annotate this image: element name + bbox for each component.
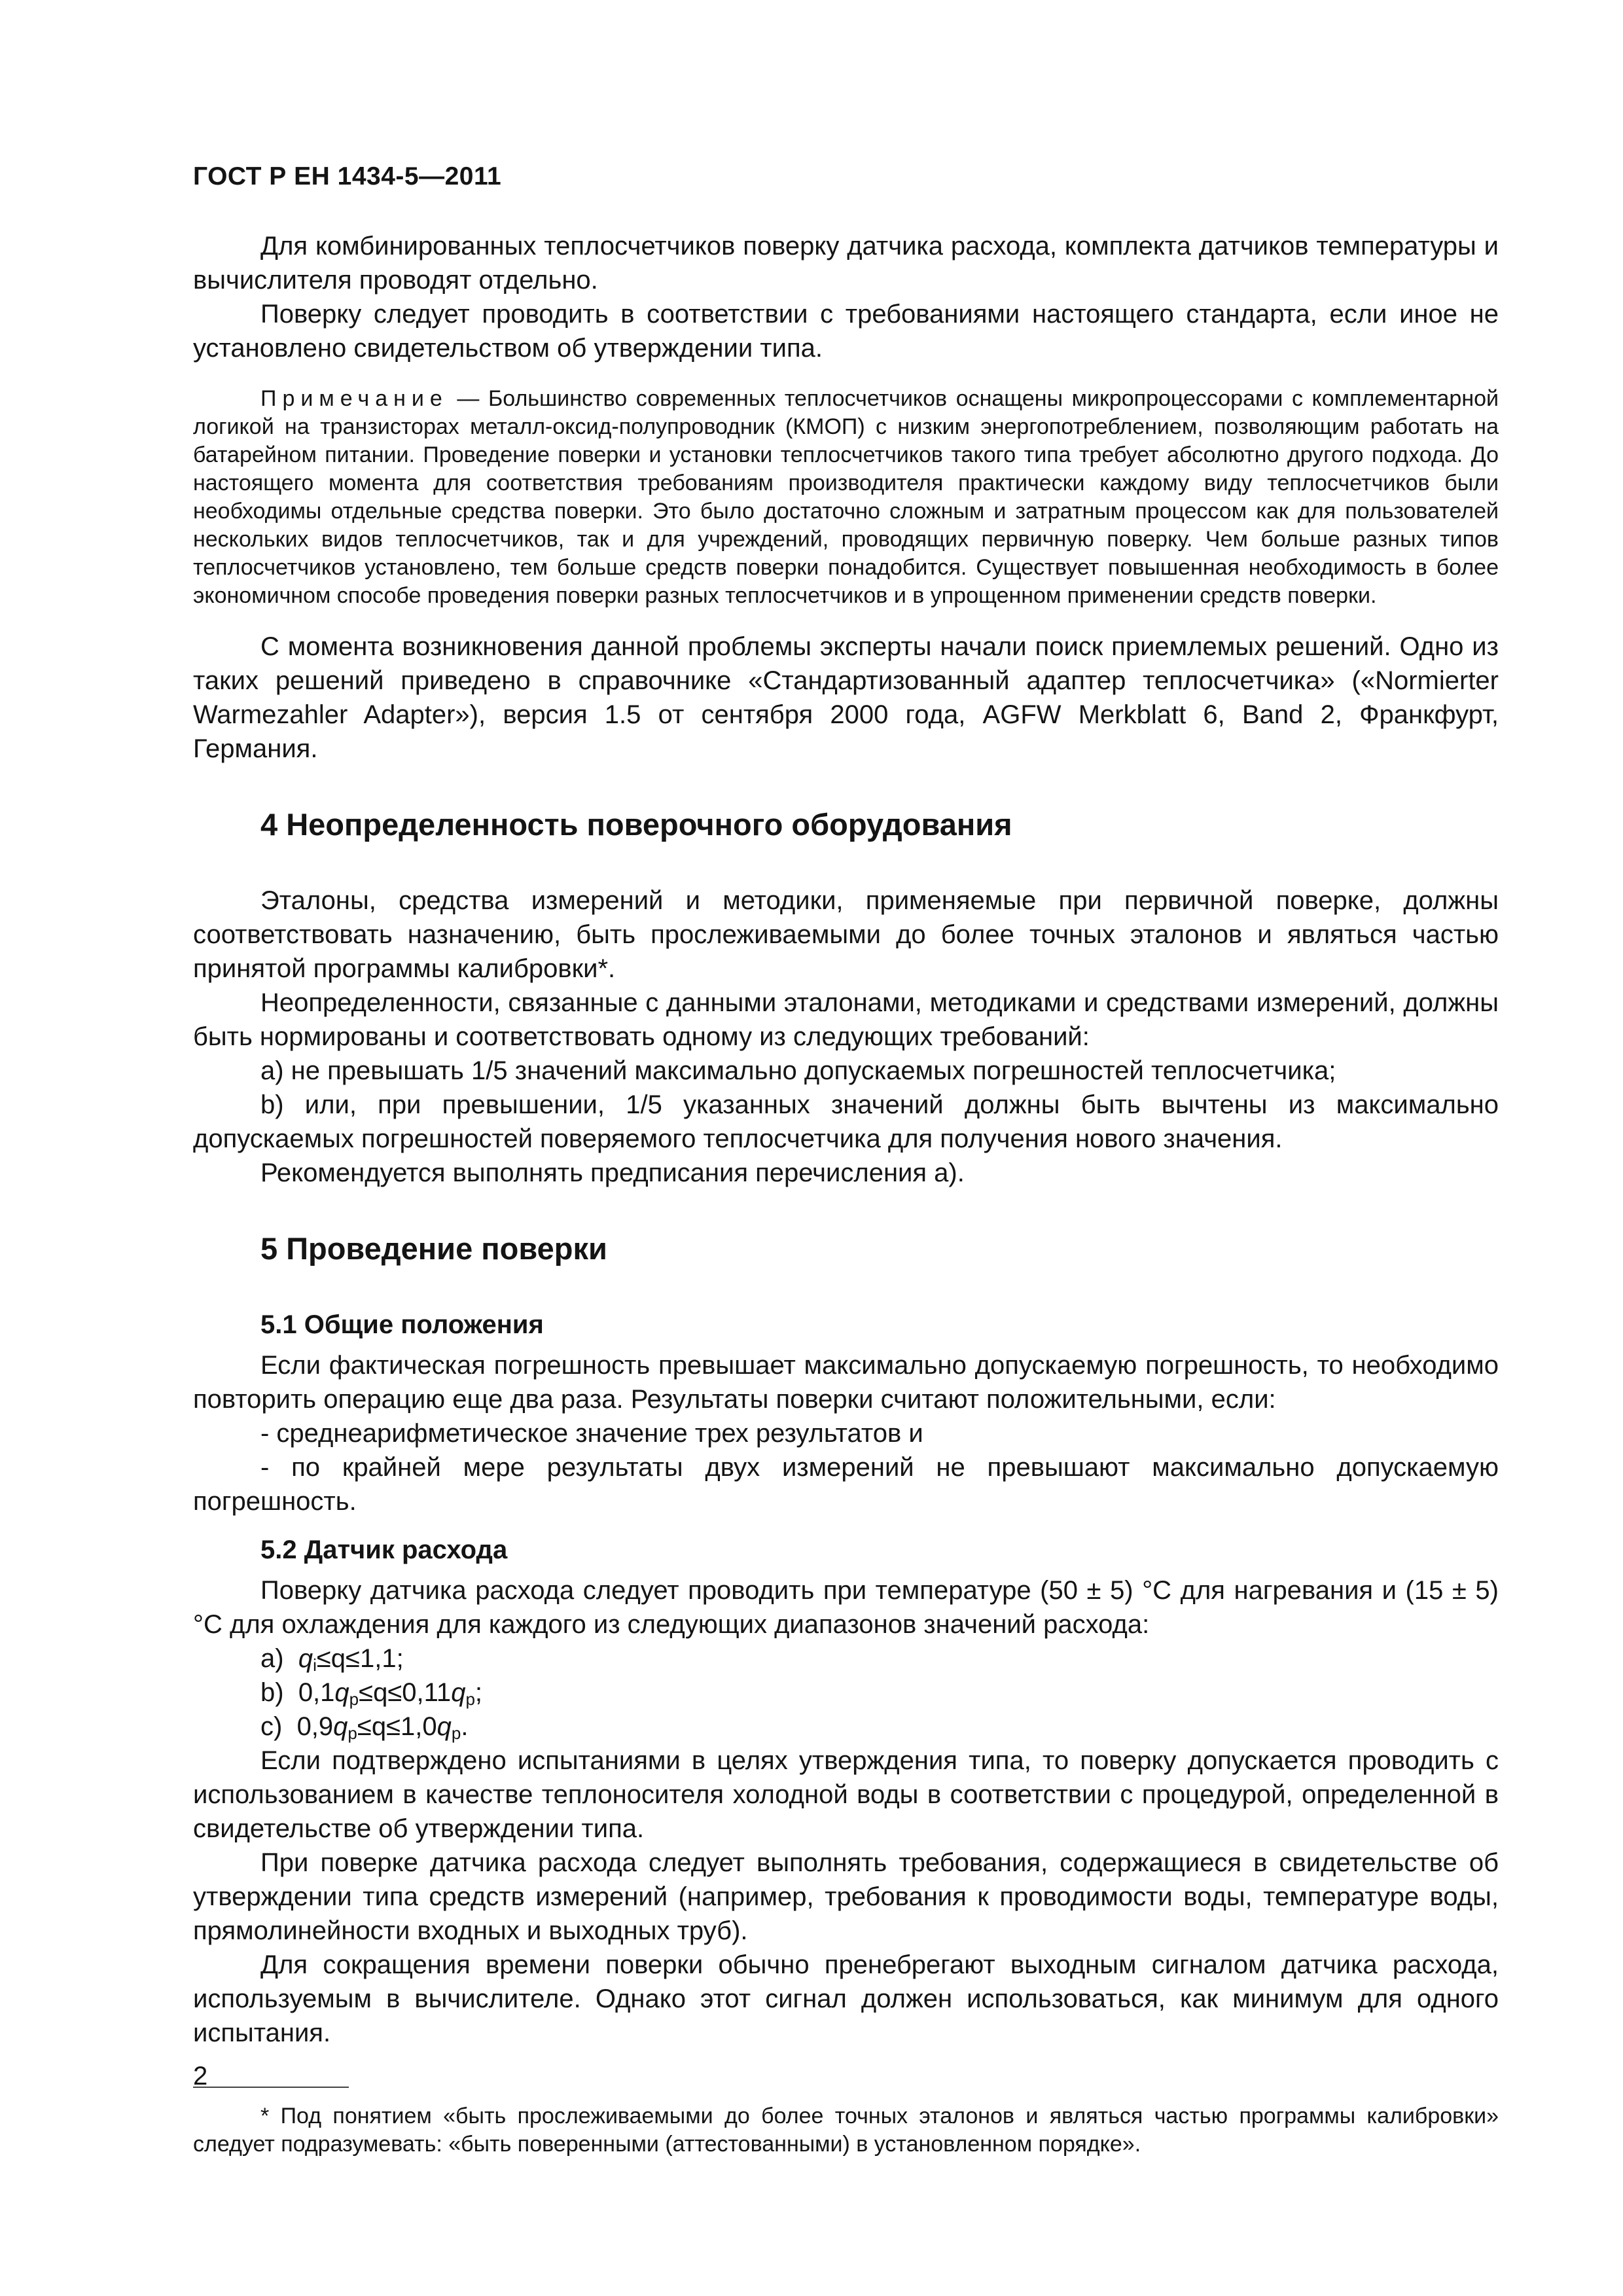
- formula-item-b: b) $0,1q_p\le q\le 0,11q_p$;: [260, 1678, 483, 1709]
- paragraph: Если подтверждено испытаниями в целях утверждения типа, то поверку допускается проводить с использованием в качестве теплоносителя холодной воды в соответствии с процедурой, определенной в свидетельстве об утверждении типа.: [193, 1746, 1499, 1843]
- formula-item-c: с) $0,9q_p\le q\le 1,0q_p$.: [260, 1712, 469, 1743]
- paragraph: Рекомендуется выполнять предписания перечисления а).: [260, 1158, 965, 1187]
- paragraph: Для комбинированных теплосчетчиков поверку датчика расхода, комплекта датчиков температуры и вычислителя проводят отдельно.: [193, 232, 1499, 295]
- paragraph: Неопределенности, связанные с данными эталонами, методиками и средствами измерений, должны быть нормированы и соответствовать одному из следующих требований:: [193, 988, 1499, 1051]
- list-item: - по крайней мере результаты двух измерений не превышают максимально допускаемую погрешность.: [193, 1453, 1499, 1516]
- subsection-heading: 5.1 Общие положения: [260, 1310, 544, 1339]
- paragraph: С момента возникновения данной проблемы эксперты начали поиск приемлемых решений. Одно из таких решений приведено в справочнике «Стандартизованный адаптер теплосчетчика» («Normierter Warmezahler Adapter»), версия 1.5 от сентября 2000 года, AGFW Merkblatt 6, Band 2, Франкфурт, Германия.: [193, 632, 1499, 763]
- paragraph: При поверке датчика расхода следует выполнять требования, содержащиеся в свидетельстве об утверждении типа средств измерений (например, требования к проводимости воды, температуре воды, прямолинейности входных и выходных труб).: [193, 1848, 1499, 1945]
- paragraph: Для сокращения времени поверки обычно пренебрегают выходным сигналом датчика расхода, используемым в вычислителе. Однако этот сигнал должен использоваться, как минимум для одного испытания.: [193, 1950, 1499, 2047]
- footnote: * Под понятием «быть прослеживаемыми до более точных эталонов и являться частью программы калибровки» следует подразумевать: «быть поверенными (аттестованными) в установленном порядке».: [193, 2104, 1499, 2157]
- section-heading: 5 Проведение поверки: [260, 1231, 607, 1266]
- note-text: — Большинство современных теплосчетчиков оснащены микропроцессорами с комплементарной логикой на транзисторах металл-оксид-полупроводник (КМОП) с низким энергопотреблением, позволяющим работать на батарейном питании. Проведение поверки и установки теплосчетчиков такого типа требует абсолютно другого подхода. До настоящего момента для соответствия требованиям производителя практически каждому виду теплосчетчиков были необходимы отдельные средства поверки. Это было достаточно сложным и затратным процессом как для пользователей нескольких видов теплосчетчиков, так и для учреждений, проводящих первичную поверку. Чем больше разных типов теплосчетчиков установлено, тем больше средств поверки понадобится. Существует повышенная необходимость в более экономичном способе проведения поверки разных теплосчетчиков и в упрощенном применении средств поверки.: [193, 386, 1499, 608]
- paragraph: Если фактическая погрешность превышает максимально допускаемую погрешность, то необходимо повторить операцию еще два раза. Результаты поверки считают положительными, если:: [193, 1351, 1499, 1414]
- note-block: [193, 385, 1499, 610]
- list-item: - среднеарифметическое значение трех результатов и: [260, 1419, 923, 1448]
- paragraph: Поверку следует проводить в соответствии с требованиями настоящего стандарта, если иное не установлено свидетельством об утверждении типа.: [193, 300, 1499, 363]
- page-number: 2: [193, 2062, 208, 2090]
- document-header: ГОСТ Р ЕН 1434-5—2011: [193, 162, 502, 190]
- list-item: а) не превышать 1/5 значений максимально допускаемых погрешностей теплосчетчика;: [260, 1056, 1336, 1085]
- section-heading: 4 Неопределенность поверочного оборудования: [260, 807, 1012, 842]
- page-content: [193, 229, 1499, 2159]
- paragraph: Поверку датчика расхода следует проводить при температуре (50 ± 5) °С для нагревания и (15 ± 5) °С для охлаждения для каждого из следующих диапазонов значений расхода:: [193, 1576, 1499, 1639]
- formula-item-a: а) $q_i\le q\le 1,1$;: [260, 1644, 404, 1675]
- footnote-separator: [193, 2087, 349, 2088]
- subsection-heading: 5.2 Датчик расхода: [260, 1535, 508, 1564]
- note-label: Примечание: [260, 386, 448, 411]
- paragraph: Эталоны, средства измерений и методики, применяемые при первичной поверке, должны соответствовать назначению, быть прослеживаемыми до более точных эталонов и являться частью принятой программы калибровки*.: [193, 886, 1499, 983]
- list-item: b) или, при превышении, 1/5 указанных значений должны быть вычтены из максимально допускаемых погрешностей поверяемого теплосчетчика для получения нового значения.: [193, 1090, 1499, 1153]
